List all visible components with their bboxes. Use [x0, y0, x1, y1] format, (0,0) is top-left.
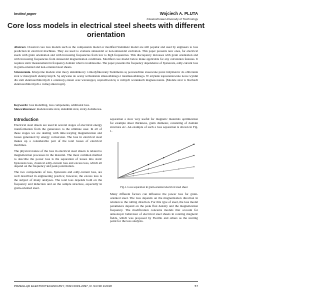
data-point	[133, 173, 134, 174]
paper-type-label: Invited paper	[14, 12, 37, 16]
figure-caption: Fig.1. Loss separation in grain-oriented electrical steel sheet	[120, 185, 188, 189]
series-line-3	[118, 167, 194, 178]
page-number: 57	[194, 284, 198, 288]
left-paragraph-1: Electrical steel sheets are used in several stages of electrical energy transformation from the generators to the ultimate user. In all of these stages we are dealing with time-varying magnetization and losses generated by energy conversion. The loss in electrical steel makes up a considerable part of the total losses of electrical machines.	[14, 122, 102, 147]
data-point	[178, 168, 179, 169]
keywords	[14, 104, 198, 112]
data-point	[148, 164, 149, 165]
data-point	[117, 177, 118, 178]
loss-separation-chart	[110, 138, 198, 184]
series-line-2	[118, 155, 194, 178]
abstract-label-pl: Streszczenie.	[14, 70, 31, 75]
data-point	[193, 166, 194, 167]
journal-footer: PRZEGLĄD ELEKTROTECHNICZNY, ISSN 0033-2097, R. 94 NR 1/2018	[14, 284, 112, 288]
section-heading-introduction: Introduction	[14, 117, 39, 122]
left-column	[14, 118, 102, 193]
data-point	[193, 155, 194, 156]
data-point	[163, 157, 164, 158]
data-point	[178, 159, 179, 160]
abstract	[14, 46, 198, 89]
author-name: Wojciech A. PLUTA	[159, 11, 198, 16]
data-point	[148, 173, 149, 174]
author-affiliation: Czestochowa University of Technology	[146, 17, 198, 21]
data-point	[163, 170, 164, 171]
right-paragraph-2: Many different factors can influence the power loss for grain-oriented steel. The loss depends on the magnetization direction in relation to the rolling direction. For this type of steel, the loss model parameters depend on the peak flux density and the magnetization frequency. The modification concerns models that account for anisotropic behaviour of electrical steel sheets in rotating magnetic fields, which was proposed by Fiorillo and others as the starting point for the loss analysis.	[110, 191, 198, 224]
keywords-text-pl: modelowanie strat, składniki strat, straty dodatkowe.	[36, 106, 103, 111]
data-point	[193, 143, 194, 144]
keywords-label: Keywords:	[14, 103, 29, 107]
left-paragraph-3: The two components of loss, hysteresis and eddy-current loss, are well described in engineering practice; however, the excess loss is the subject of many analyses. The total loss depends both on the frequency and induction and on the sample structure, especially in grain-oriented steel.	[14, 170, 102, 191]
keywords-text: loss modelling, loss components, additional loss.	[29, 103, 90, 107]
right-column	[110, 118, 198, 226]
left-paragraph-2: The physical nature of the loss in electrical steel sheets is related to magnetization processes in the material. The most common method to describe the power loss is the separation of losses into static hysteresis loss, classical eddy-current loss and excess loss, which all depend on the frequency and peak polarization.	[14, 148, 102, 169]
title-line-2: orientation	[86, 30, 126, 39]
data-point	[178, 150, 179, 151]
data-point	[133, 175, 134, 176]
title-line-1: Core loss models in electrical steel sheets with different	[7, 21, 205, 30]
abstract-label: Abstract.	[14, 45, 27, 49]
series-line-1	[118, 144, 194, 178]
figure-1	[110, 138, 198, 190]
right-paragraph-1: separation a slow very useful for magnetic materials optimization for example sheet thickness, grain diameter, consisting of domain structure etc. An example of such a loss separation is shown in Fig. 1.	[110, 117, 198, 133]
abstract-text: Classical core loss models such as the components model or modified Steinmetz model are still popular and used by engineers to loss prediction in electrical machines. They are used to evaluate sinusoidal or non-sinusoidal excitation. This paper presents new ones, for electrical steels with grain orientation and with increasing frequencies from low to high frequencies. This discrepancy increases with grain orientation and with increasing frequencies from sinusoidal magnetization conditions. Modified core model below make applicable for any calculation features. It requires static measurement in frequency domain what is troublesome. The paper presents the frequency dependence of hysteresis, eddy-current loss in grain-oriented and non-oriented steel sheets.	[14, 45, 198, 69]
footer-rule	[14, 281, 198, 282]
author-block	[147, 11, 198, 21]
data-point	[133, 170, 134, 171]
data-point	[163, 164, 164, 165]
data-point	[148, 168, 149, 169]
abstract-text-pl: Klasyczne modele strat mocy składnikowy i zmodyfikowany Steinmetza są powszechnie stosowane przez inżynierów do obliczania strat w maszynach elektrycznych. Są używane do oceny wzbudzenia sinusoidalnego i niesinusoidalnego. W artykule zaprezentowano nowe wyniki dla stali elektrotechnicznych z orientacją ziaren oraz wzrastającą częstotliwością w różnych warunkach magnesowania. (Modele strat w blachach elektrotechnicznych o różnej anizotropii).	[14, 70, 199, 87]
paper-title	[0, 21, 212, 39]
keywords-label-pl: Słowa kluczowe:	[14, 106, 36, 111]
